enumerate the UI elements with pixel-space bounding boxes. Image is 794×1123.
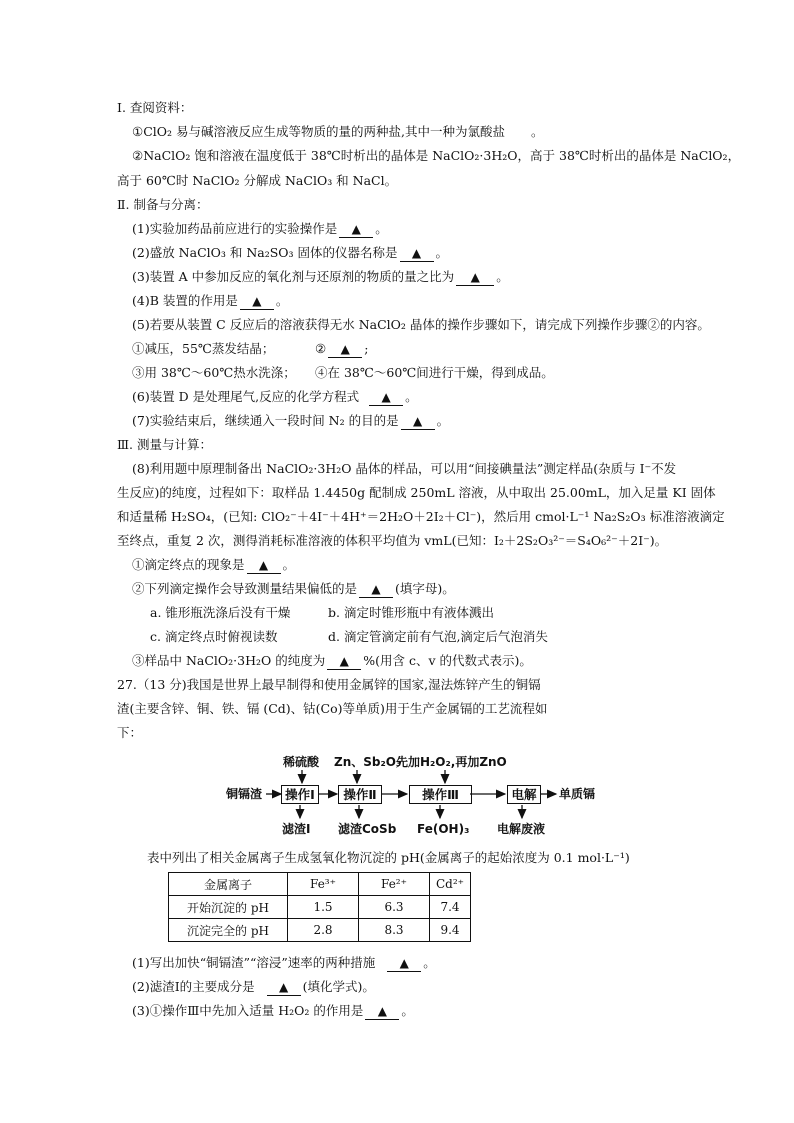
step-2-text: ② [315,341,327,356]
triangle-icon: ▲ [279,980,289,994]
triangle-icon: ▲ [339,654,349,668]
operation-3-box: 操作Ⅲ [409,785,472,804]
table-header-cell: Fe²⁺ [359,873,430,896]
triangle-icon: ▲ [252,294,262,308]
section-3-heading: Ⅲ. 测量与计算： [117,437,213,452]
answer-blank-13[interactable] [365,1003,399,1020]
question-4-text: (4)B 装置的作用是 [132,293,238,308]
paragraph-line-2: 生反应)的纯度，过程如下：取样品 1.4450g 配制成 250mL 溶液，从中取出 25.00mL，加入足量 KI 固体 [117,485,716,500]
table-cell: 6.3 [359,896,430,919]
output-iron-hydroxide: Fe(OH)₃ [417,822,470,836]
output-residue-cosb: 滤渣CoSb [338,822,397,836]
input-zn-sb2o3: Zn、Sb₂O₃ [334,755,402,769]
table-caption: 表中列出了相关金属离子生成氢氧化物沉淀的 pH(金属离子的起始浓度为 0.1 mol·L⁻¹) [147,850,630,865]
q27-sub-1 [132,955,436,972]
table-cell: 7.4 [430,896,471,919]
period: 。 [282,557,296,572]
table-header-cell: Fe³⁺ [288,873,359,896]
option-b[interactable]: b. 滴定时锥形瓶中有液体溅出 [328,605,494,620]
sec1-line2: ②NaClO₂ 饱和溶液在温度低于 38℃时析出的晶体是 NaClO₂·3H₂O，高于 38℃时析出的晶体是 NaClO₂， [132,148,741,163]
table-cell: 沉淀完全的 pH [169,919,288,942]
step-2: ② ▲ ; [315,341,369,356]
option-a[interactable]: a. 锥形瓶洗涤后没有干燥 [150,605,291,620]
triangle-icon: ▲ [381,390,391,404]
question-2-text: (2)盛放 NaClO₃ 和 Na₂SO₃ 固体的仪器名称是 [132,245,398,260]
start-material: 铜镉渣 [226,787,263,801]
table-cell: 9.4 [430,919,471,942]
triangle-icon: ▲ [411,246,422,260]
output-waste-electrolyte: 电解废液 [497,822,546,836]
answer-blank-12[interactable] [267,979,301,996]
option-d[interactable]: d. 滴定管滴定前有气泡,滴定后气泡消失 [328,629,548,644]
product-cadmium: 单质镉 [559,787,596,801]
sec1-line3: 高于 60℃时 NaClO₂ 分解成 NaClO₃ 和 NaCl。 [117,173,398,188]
triangle-icon: ▲ [340,342,350,356]
triangle-icon: ▲ [258,558,269,572]
period: 。 [375,221,388,236]
sub-question-3-tail: %(用含 c、v 的代数式表示)。 [363,653,532,668]
input-h2o2-zno: 先加H₂O₂,再加ZnO [396,755,507,769]
step-1: ①减压，55℃蒸发结晶； [132,341,275,356]
period: 。 [423,955,436,970]
table-header-row [169,873,471,896]
period: 。 [405,389,418,404]
operation-2-box: 操作Ⅱ [338,785,382,804]
table-row [169,896,471,919]
sub-question-1-text: ①滴定终点的现象是 [132,557,245,572]
sub-question-2-text: ②下列滴定操作会导致测量结果偏低的是 [132,581,358,596]
option-c[interactable]: c. 滴定终点时俯视读数 [150,629,278,644]
electrolysis-box: 电解 [507,785,541,804]
question-6-text: (6)装置 D 是处理尾气,反应的化学方程式 [132,389,360,404]
period: 。 [401,1003,414,1018]
q27-sub-1-text: (1)写出加快“铜镉渣”“溶浸”速率的两种措施 [132,955,376,970]
paragraph-line-3: 和适量稀 H₂SO₄，(已知: ClO₂⁻＋4I⁻＋4H⁺＝2H₂O＋2I₂＋Cl⁻)，然后用 cmol·L⁻¹ Na₂S₂O₃ 标准溶液滴定 [117,509,725,524]
period: 。 [275,293,289,308]
table-header-cell: Cd²⁺ [430,873,471,896]
q27-sub-2-text: (2)滤渣Ⅰ的主要成分是 [132,979,255,994]
answer-blank-11[interactable] [387,955,421,972]
triangle-icon: ▲ [351,222,361,236]
triangle-icon: ▲ [377,1004,387,1018]
question-3-text: (3)装置 A 中参加反应的氧化剂与还原剂的物质的量之比为 [132,269,455,284]
q27-line-2: 渣(主要含锌、铜、铁、镉 (Cd)、钴(Co)等单质)用于生产金属镉的工艺流程如 [117,701,548,716]
table-cell: 2.8 [288,919,359,942]
table-row [169,919,471,942]
triangle-icon: ▲ [470,270,480,284]
paragraph-line-4: 至终点，重复 2 次，测得消耗标准溶液的体积平均值为 vmL(已知：I₂＋2S₂O₃²⁻＝S₄O₆²⁻＋2I⁻)。 [117,533,668,548]
question-7-text: (7)实验结束后，继续通入一段时间 N₂ 的目的是 [132,413,399,428]
table-cell: 开始沉淀的 pH [169,896,288,919]
table-cell: 1.5 [288,896,359,919]
q27-sub-3 [132,1003,414,1020]
paragraph-line-1: (8)利用题中原理制备出 NaClO₂·3H₂O 晶体的样品，可以用“间接碘量法”测定样品(杂质与 I⁻不发 [132,461,677,476]
section-2-heading: Ⅱ. 制备与分离： [117,197,209,212]
table-header-cell: 金属离子 [169,873,288,896]
sec1-line1-end: 。 [530,124,544,139]
table-cell: 8.3 [359,919,430,942]
section-1-heading: I. 查阅资料： [117,100,193,115]
question-5: (5)若要从装置 C 反应后的溶液获得无水 NaClO₂ 晶体的操作步骤如下，请完成下列操作步骤②的内容。 [132,317,710,332]
q27-line-1: 27.（13 分)我国是世界上最早制得和使用金属锌的国家,湿法炼锌产生的铜镉 [117,677,541,692]
triangle-icon: ▲ [412,414,423,428]
q27-line-3: 下： [117,725,143,740]
ph-table [168,872,471,942]
sec1-line1-text: ①ClO₂ 易与碱溶液反应生成等物质的量的两种盐,其中一种为氯酸盐 [132,124,505,139]
question-1-text: (1)实验加药品前应进行的实验操作是 [132,221,338,236]
output-residue-1: 滤渣Ⅰ [282,822,311,836]
sub-question-3-text: ③样品中 NaClO₂·3H₂O 的纯度为 [132,653,326,668]
q27-sub-2 [132,979,375,996]
operation-1-box: 操作Ⅰ [281,785,319,804]
triangle-icon: ▲ [399,956,409,970]
sub-question-2-tail: (填字母)。 [395,581,455,596]
input-dilute-sulfuric-acid: 稀硫酸 [283,755,320,769]
step-3: ③用 38℃～60℃热水洗涤； [132,365,296,380]
triangle-icon: ▲ [371,582,381,596]
period: 。 [436,413,450,428]
q27-sub-3-text: (3)①操作Ⅲ中先加入适量 H₂O₂ 的作用是 [132,1003,364,1018]
period: 。 [496,269,509,284]
step-4: ④在 38℃～60℃间进行干燥，得到成品。 [315,365,554,380]
q27-sub-2-tail: (填化学式)。 [302,979,375,994]
period: 。 [435,245,449,260]
